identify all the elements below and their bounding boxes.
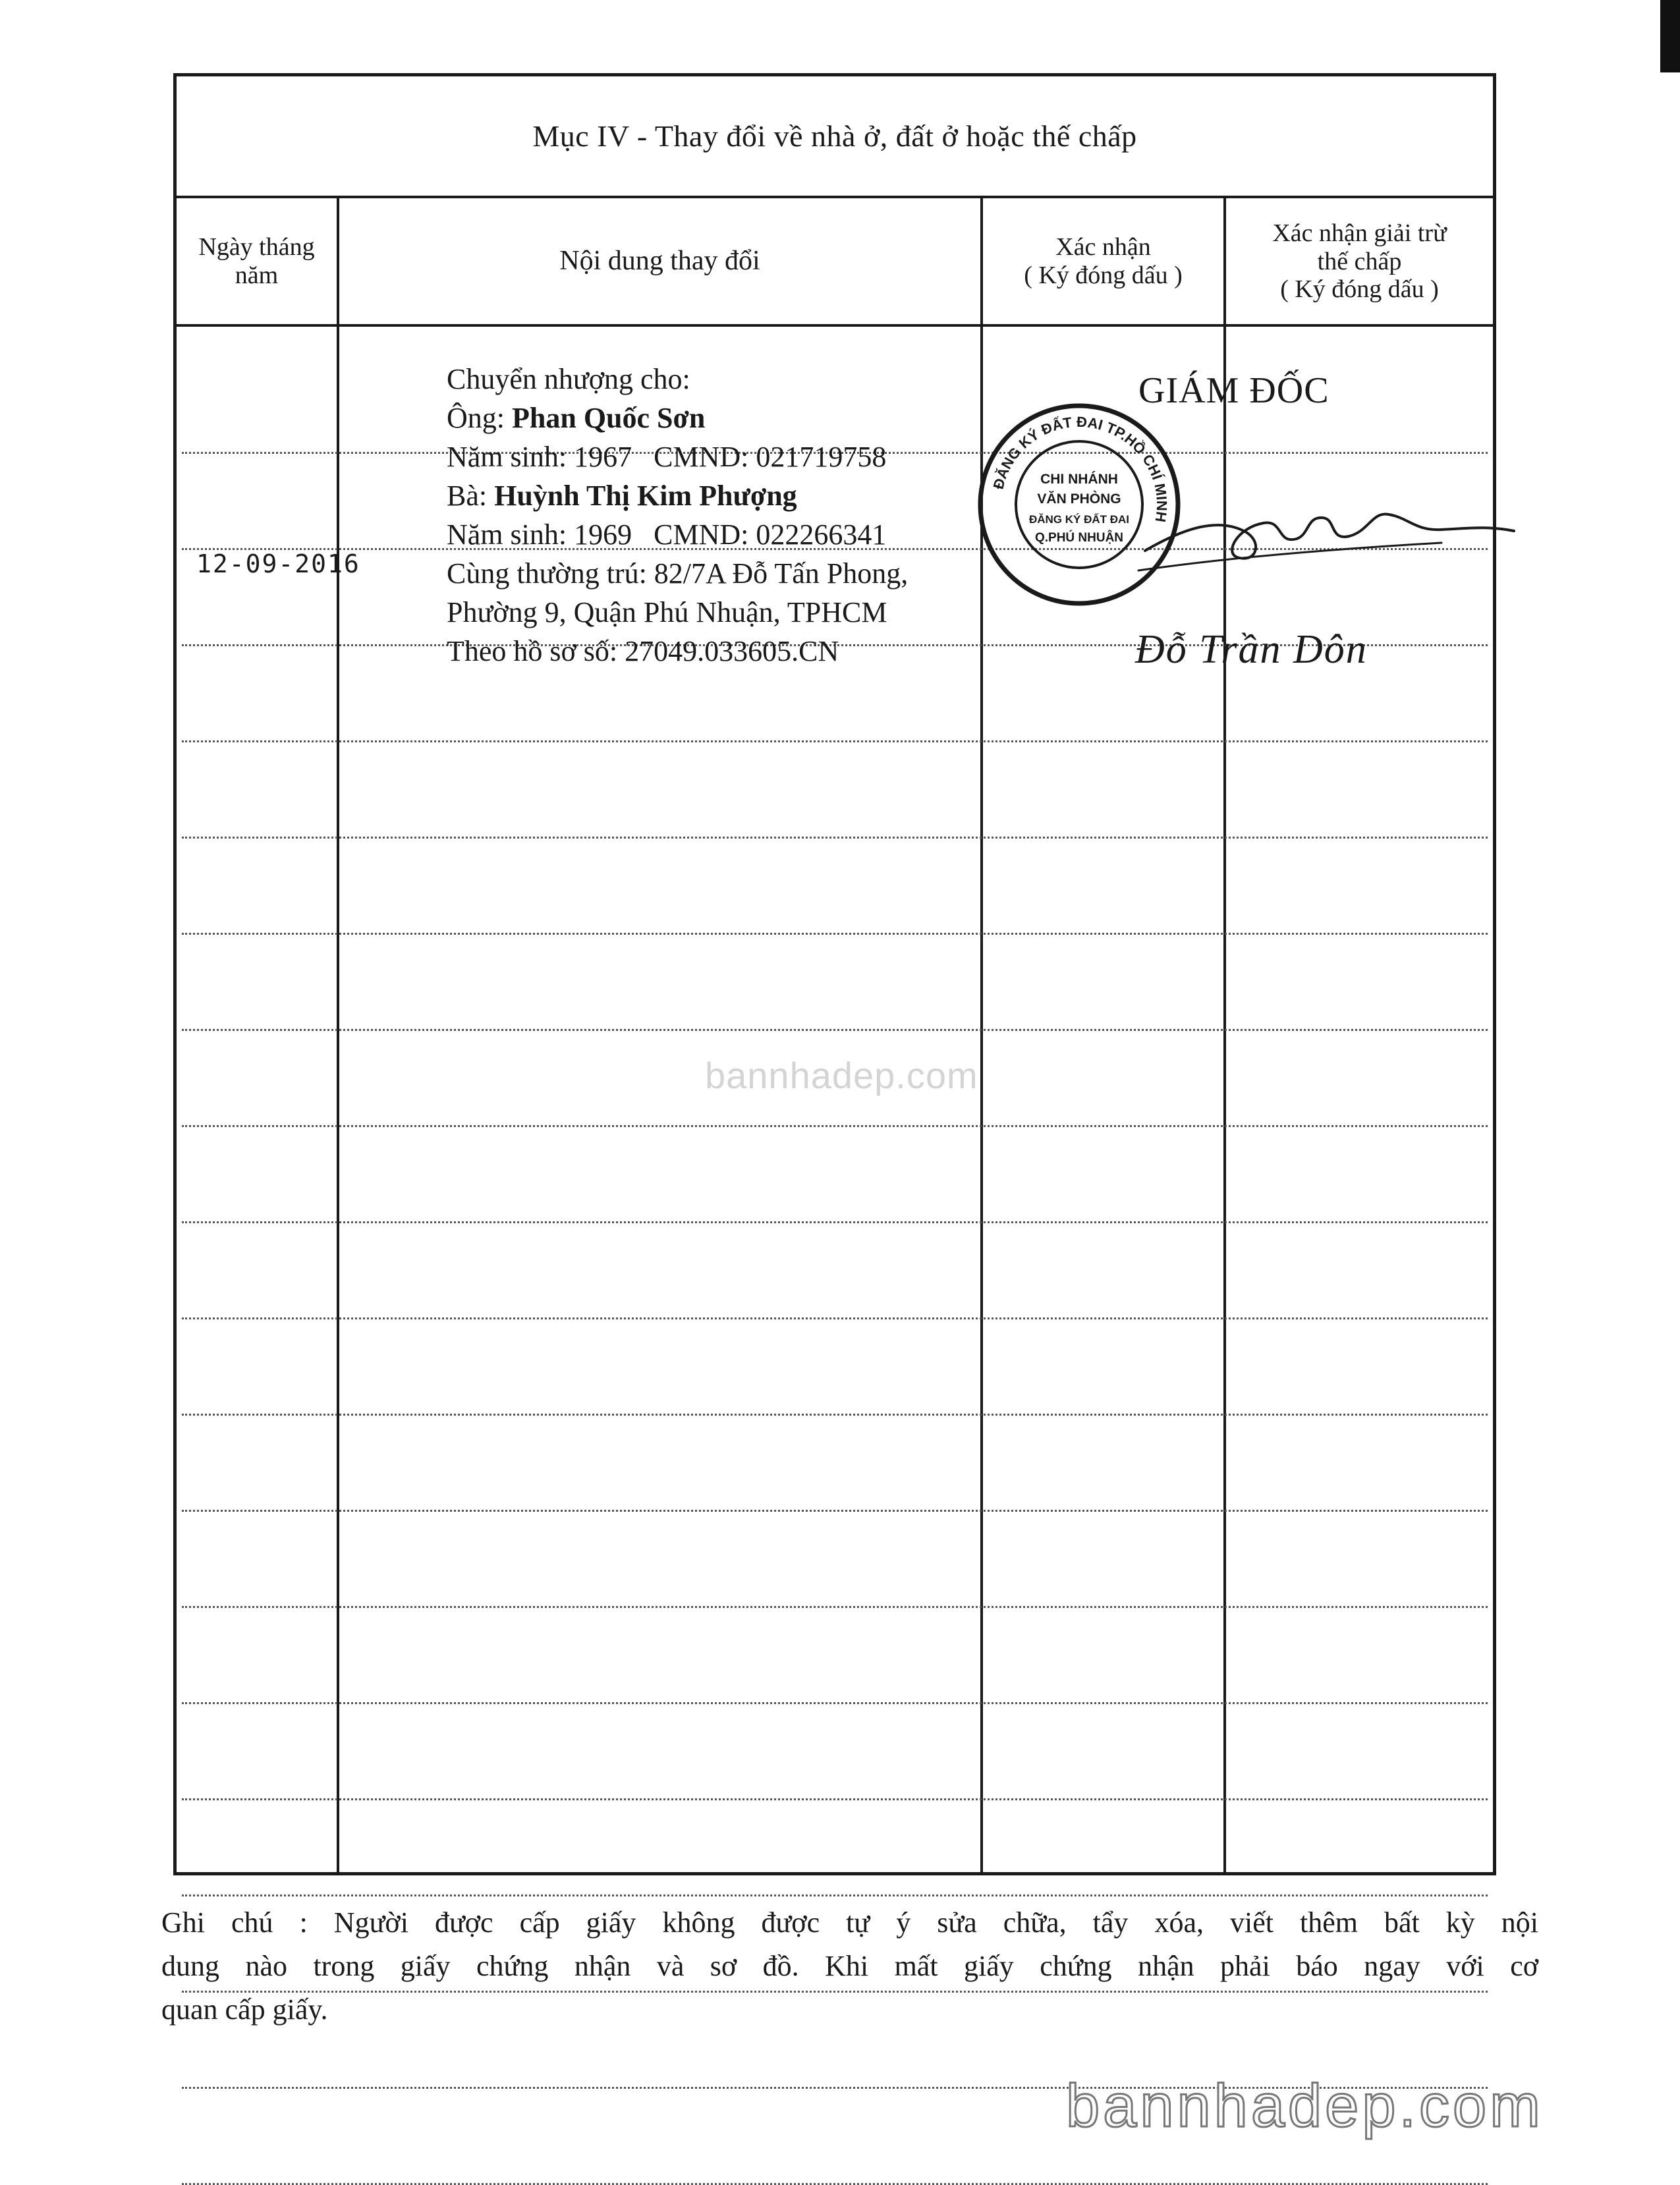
dotted-rule <box>182 1510 1488 1512</box>
dotted-rule <box>182 740 1488 742</box>
dotted-rule <box>182 933 1488 935</box>
director-title: GIÁM ĐỐC <box>1138 370 1330 411</box>
column-divider <box>1223 198 1226 1872</box>
column-divider <box>337 198 339 1872</box>
address-line-2: Phường 9, Quận Phú Nhuận, TPHCM <box>447 596 887 628</box>
owner1-name: Phan Quốc Sơn <box>512 402 706 434</box>
dotted-rule <box>182 1895 1488 1896</box>
handwritten-signature <box>1132 465 1527 597</box>
transfer-line: Chuyển nhượng cho: <box>447 363 690 395</box>
header-date: Ngày tháng năm <box>198 233 315 289</box>
changes-table <box>173 73 1496 1875</box>
scan-edge <box>1660 0 1680 72</box>
file-number: Theo hồ sơ số: 27049.033605.CN <box>447 635 839 667</box>
stamp-line: CHI NHÁNH <box>1040 472 1118 487</box>
owner1-info: Năm sinh: 1967 CMND: 021719758 <box>447 441 887 473</box>
owner2-name: Huỳnh Thị Kim Phượng <box>494 480 797 512</box>
note-line: quan cấp giấy. <box>161 1993 328 2026</box>
watermark-footer: bannhadep.com <box>1066 2072 1544 2140</box>
note-line: dung nào trong giấy chứng nhận và sơ đồ. Khi mất giấy chứng nhận phải báo ngay với cơ <box>161 1950 1538 1982</box>
stamp-line: Q.PHÚ NHUẬN <box>1034 531 1124 545</box>
header-release: Xác nhận giải trừ thế chấp ( Ký đóng dấu ) <box>1272 219 1447 304</box>
address-line-1: Cùng thường trú: 82/7A Đỗ Tấn Phong, <box>447 557 909 590</box>
header-bottom-rule <box>177 324 1493 327</box>
entry-date: 12-09-2016 <box>196 549 360 578</box>
stamp-line: ĐĂNG KÝ ĐẤT ĐAI <box>1028 513 1130 526</box>
signer-name: Đỗ Trần Dôn <box>1135 627 1368 672</box>
header-content: Nội dung thay đổi <box>559 246 760 277</box>
stamp-line: VĂN PHÒNG <box>1037 491 1121 507</box>
entry-content: Chuyển nhượng cho: Ông: Phan Quốc Sơn Năm sinh: 1967 CMND: 021719758 Bà: Huỳnh Thị Kim Phượng Năm sinh: 1969 CMND: 022266341 Cùng thường trú: 82/7A Đỗ Tấn Phong, Phường 9, Quận Phú Nhuận, TPHCM Theo hồ sơ số: 27049.033605.CN <box>447 363 909 667</box>
stamp-ring-text: ĐĂNG KÝ ĐẤT ĐAI TP.HỒ CHÍ MINH <box>990 413 1171 524</box>
footer-note <box>161 1901 1538 2032</box>
header-confirm: Xác nhận ( Ký đóng dấu ) <box>1024 233 1183 289</box>
note-line: Ghi chú : Người được cấp giấy không được tự ý sửa chữa, tẩy xóa, viết thêm bất kỳ nội <box>161 1906 1538 1939</box>
section-title-row <box>177 76 1493 198</box>
dotted-rule <box>182 1798 1488 1800</box>
dotted-rule <box>182 1317 1488 1319</box>
dotted-rule <box>182 1606 1488 1608</box>
watermark-center: bannhadep.com <box>705 1055 978 1096</box>
dotted-rule <box>182 1125 1488 1127</box>
section-title: Mục IV - Thay đổi về nhà ở, đất ở hoặc thế chấp <box>532 119 1137 153</box>
dotted-rule <box>182 1414 1488 1416</box>
dotted-rule <box>182 1221 1488 1223</box>
owner2-info: Năm sinh: 1969 CMND: 022266341 <box>447 518 887 551</box>
dotted-rule <box>182 1702 1488 1704</box>
dotted-rule <box>182 837 1488 839</box>
dotted-rule <box>182 1029 1488 1031</box>
